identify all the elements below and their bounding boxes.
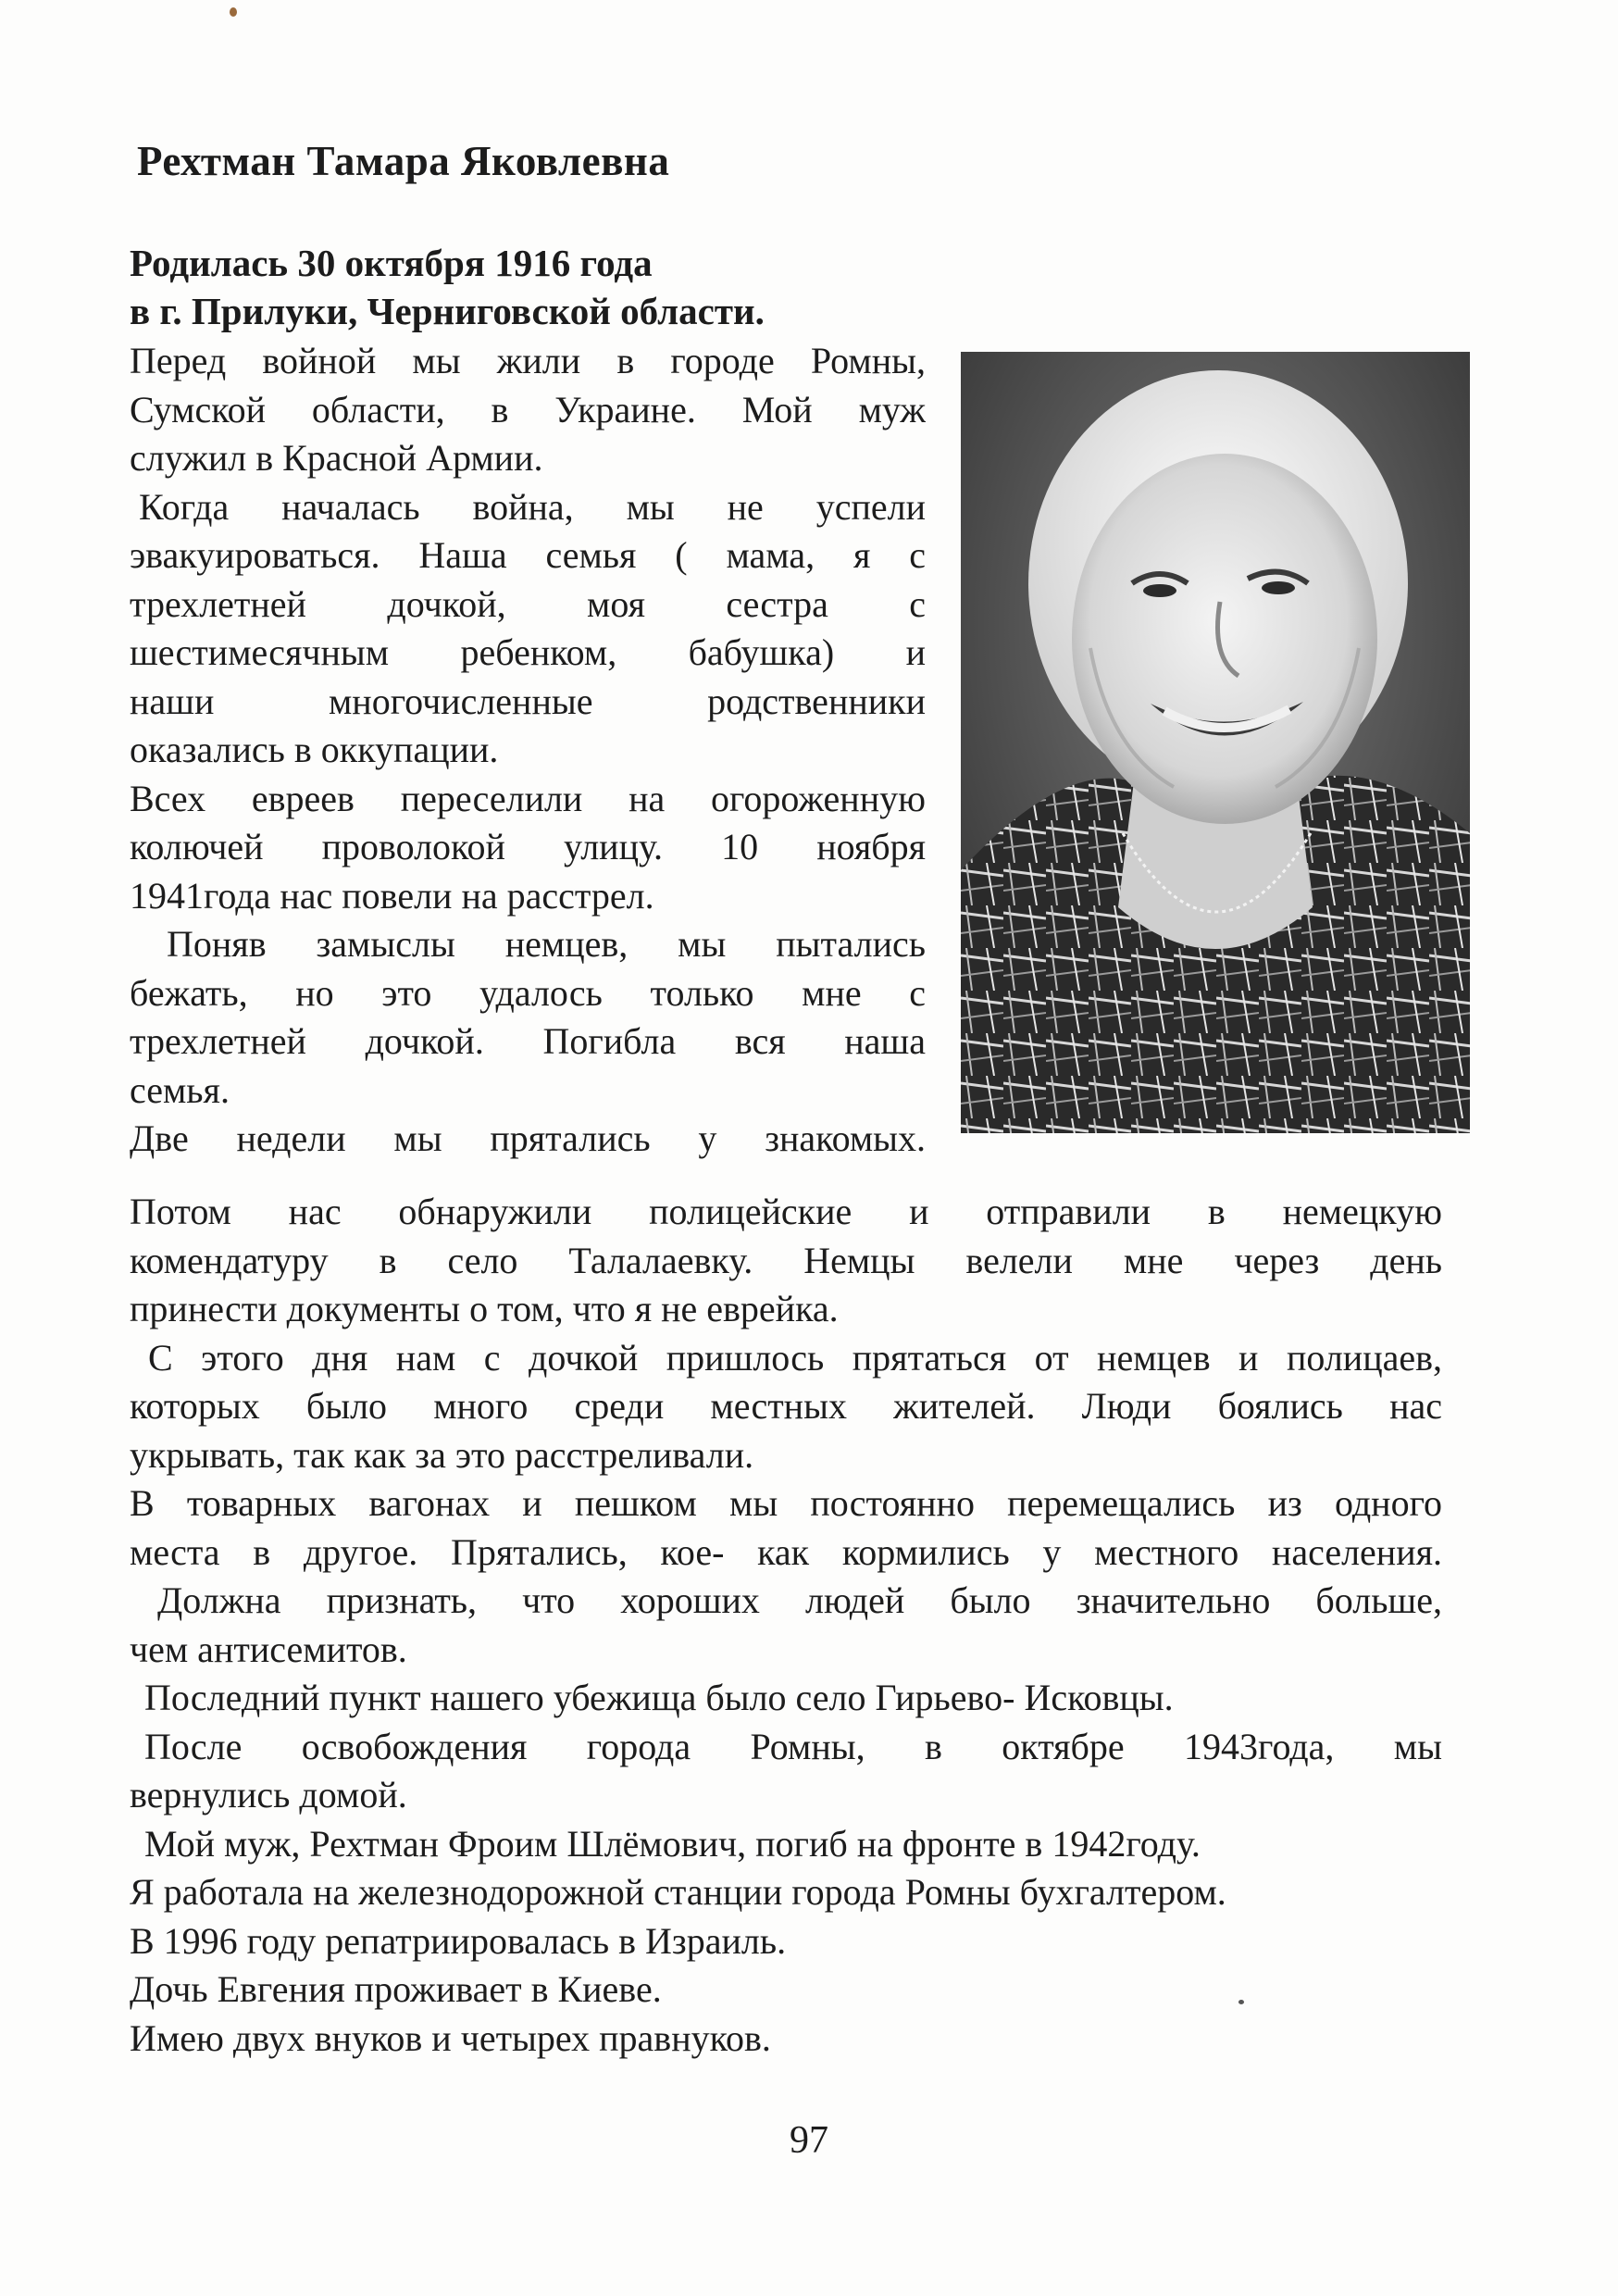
text-line: места в другое. Прятались, кое- как кормились у местного населения.	[130, 1530, 1442, 1573]
narrow-text-block	[130, 337, 926, 1164]
text-line: комендатуру в село Талалаевку. Немцы велели мне через день	[130, 1239, 1442, 1281]
text-line: служил в Красной Армии.	[130, 437, 543, 479]
text-line: укрывать, так как за это расстреливали.	[130, 1433, 754, 1476]
text-line: бежать, но это удалось только мне с	[130, 971, 926, 1014]
text-line: Мой муж, Рехтман Фроим Шлёмович, погиб на фронте в 1942году.	[144, 1822, 1201, 1865]
text-line: трехлетней дочкой, моя сестра с	[130, 582, 926, 625]
text-line: трехлетней дочкой. Погибла вся наша	[130, 1020, 926, 1062]
text-line: Две недели мы прятались у знакомых.	[130, 1117, 926, 1159]
text-line: Сумской области, в Украине. Мой муж	[130, 388, 926, 430]
text-line: В 1996 году репатриировалась в Израиль.	[130, 1919, 787, 1962]
paper-speck	[1238, 2000, 1244, 2004]
text-line: вернулись домой.	[130, 1774, 407, 1816]
text-line: шестимесячным ребенком, бабушка) и	[130, 631, 926, 673]
wide-text-block	[130, 1188, 1442, 2063]
text-line: чем антисемитов.	[130, 1628, 407, 1670]
text-line: Имею двух внуков и четырех правнуков.	[130, 2016, 771, 2059]
birth-place-line: в г. Прилуки, Черниговской области.	[130, 290, 765, 332]
text-line: В товарных вагонах и пешком мы постоянно перемещались из одного	[130, 1482, 1442, 1524]
text-line: семья.	[130, 1068, 230, 1111]
text-line: 1941года нас повели на расстрел.	[130, 874, 654, 917]
text-line: С этого дня нам с дочкой пришлось прятаться от немцев и полицаев,	[148, 1336, 1442, 1379]
text-line: которых было много среди местных жителей. Люди боялись нас	[130, 1385, 1442, 1427]
text-line: колючей проволокой улицу. 10 ноября	[130, 826, 926, 867]
page-title: Рехтман Тамара Яковлевна	[137, 138, 670, 184]
birth-date-line: Родилась 30 октября 1916 года	[130, 242, 653, 284]
text-line: Дочь Евгения проживает в Киеве.	[130, 1968, 662, 2010]
text-line: эвакуироваться. Наша семья ( мама, я с	[130, 534, 926, 576]
text-line: Последний пункт нашего убежища было село Гирьево- Исковцы.	[144, 1677, 1174, 1718]
text-line: наши многочисленные родственники	[130, 680, 926, 722]
text-line: Я работала на железнодорожной станции города Ромны бухгалтером.	[130, 1871, 1226, 1913]
text-line: Всех евреев переселили на огороженную	[130, 777, 926, 819]
portrait-image	[961, 352, 1470, 1133]
portrait-photo	[961, 352, 1470, 1133]
text-line: оказались в оккупации.	[130, 729, 499, 770]
text-line: Когда началась война, мы не успели	[139, 485, 926, 528]
text-line: Поняв замыслы немцев, мы пытались	[167, 923, 926, 965]
text-line: Должна признать, что хороших людей было значительно больше,	[157, 1579, 1442, 1621]
page-number: 97	[790, 2119, 828, 2162]
text-line: Потом нас обнаружили полицейские и отправили в немецкую	[130, 1191, 1442, 1232]
birth-info	[130, 239, 765, 335]
text-line: принести документы о том, что я не еврейка.	[130, 1288, 839, 1329]
text-line: Перед войной мы жили в городе Ромны,	[130, 340, 926, 381]
text-line: После освобождения города Ромны, в октябре 1943года, мы	[144, 1725, 1442, 1767]
paper-speck	[230, 7, 237, 17]
